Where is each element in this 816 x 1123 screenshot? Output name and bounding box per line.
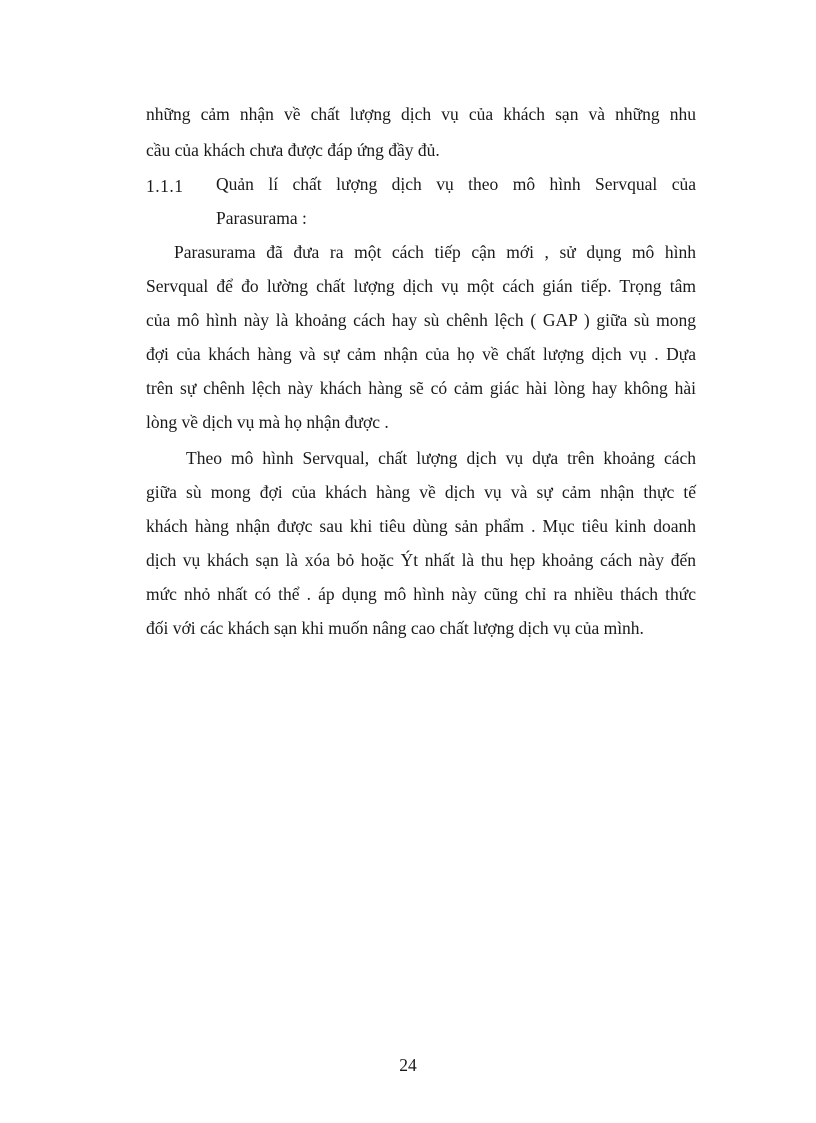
paragraph-2-line-3: của mô hình này là khoảng cách hay sù chênh lệch ( GAP ) giữa sù mong — [146, 310, 696, 330]
paragraph-2-line-5: trên sự chênh lệch này khách hàng sẽ có cảm giác hài lòng hay không hài — [146, 378, 696, 398]
paragraph-3-line-6: đối với các khách sạn khi muốn nâng cao chất lượng dịch vụ của mình. — [146, 618, 644, 638]
paragraph-3-line-2: giữa sù mong đợi của khách hàng về dịch vụ và sự cảm nhận thực tế — [146, 482, 696, 502]
section-title-line-2: Parasurama : — [216, 208, 307, 228]
paragraph-1-line-1: những cảm nhận về chất lượng dịch vụ của khách sạn và những nhu — [146, 104, 696, 124]
paragraph-2-line-6: lòng về dịch vụ mà họ nhận được . — [146, 412, 389, 432]
paragraph-1-line-2: cầu của khách chưa được đáp ứng đầy đủ. — [146, 140, 440, 160]
paragraph-2-line-4: đợi của khách hàng và sự cảm nhận của họ về chất lượng dịch vụ . Dựa — [146, 344, 696, 364]
section-title-line-1: Quản lí chất lượng dịch vụ theo mô hình Servqual của — [216, 174, 696, 194]
paragraph-2-line-1: Parasurama đã đưa ra một cách tiếp cận mới , sử dụng mô hình — [174, 242, 696, 262]
page-number: 24 — [399, 1055, 417, 1075]
paragraph-3-line-1: Theo mô hình Servqual, chất lượng dịch vụ dựa trên khoảng cách — [186, 448, 696, 468]
section-number: 1.1.1 — [146, 176, 184, 196]
paragraph-3-line-4: dịch vụ khách sạn là xóa bỏ hoặc Ýt nhất là thu hẹp khoảng cách này đến — [146, 550, 696, 570]
paragraph-2-line-2: Servqual để đo lường chất lượng dịch vụ một cách gián tiếp. Trọng tâm — [146, 276, 696, 296]
paragraph-3-line-5: mức nhỏ nhất có thể . áp dụng mô hình này cũng chỉ ra nhiều thách thức — [146, 584, 696, 604]
paragraph-3-line-3: khách hàng nhận được sau khi tiêu dùng sản phẩm . Mục tiêu kinh doanh — [146, 516, 696, 536]
